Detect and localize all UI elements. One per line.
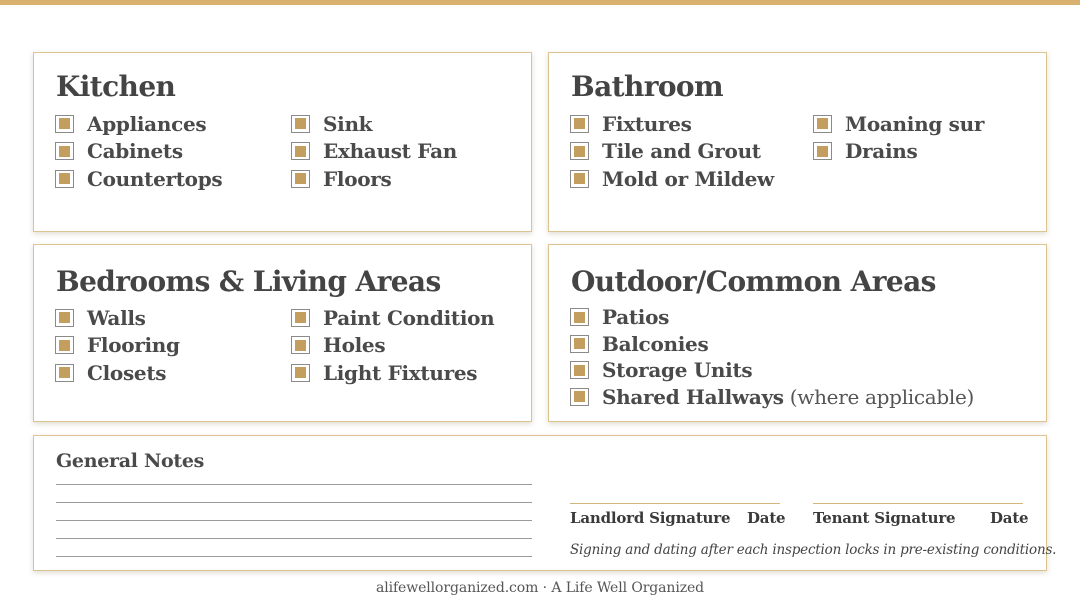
item-label: Exhaust Fan — [323, 139, 457, 164]
checkbox[interactable] — [570, 388, 589, 406]
bedrooms-column-1 — [55, 304, 180, 387]
checklist-item[interactable] — [570, 331, 974, 358]
tenant-date-label: Date — [990, 509, 1029, 527]
kitchen-column-1 — [55, 110, 222, 193]
checkbox[interactable] — [55, 115, 74, 133]
checklist-item[interactable] — [291, 359, 494, 387]
kitchen-column-2 — [291, 110, 457, 193]
checklist-item[interactable] — [291, 110, 457, 138]
item-label: Holes — [323, 333, 386, 358]
bathroom-column-2 — [813, 110, 984, 165]
item-label: Closets — [87, 360, 167, 385]
checklist-item[interactable] — [55, 332, 180, 360]
checklist-item[interactable] — [55, 110, 222, 138]
bathroom-card — [548, 52, 1047, 232]
checkbox[interactable] — [55, 309, 74, 327]
checklist-item[interactable] — [570, 384, 974, 411]
checkbox[interactable] — [55, 170, 74, 188]
item-label: Patios — [602, 305, 670, 330]
landlord-signature-line[interactable] — [570, 503, 780, 504]
checklist-item[interactable] — [55, 359, 180, 387]
bedrooms-card — [33, 244, 532, 422]
landlord-date-label: Date — [747, 509, 786, 527]
checkbox[interactable] — [55, 364, 74, 382]
note-line[interactable] — [56, 556, 532, 557]
checkbox[interactable] — [291, 115, 310, 133]
item-label: Moaning sur — [845, 111, 985, 136]
checkbox[interactable] — [291, 309, 310, 327]
item-label: Balconies — [602, 331, 709, 356]
item-label: Floors — [323, 166, 392, 191]
item-label: Paint Condition — [323, 305, 495, 330]
item-label: Flooring — [87, 333, 180, 358]
item-label: Sink — [323, 111, 373, 136]
top-accent-bar — [0, 0, 1080, 5]
checklist-item[interactable] — [813, 138, 984, 166]
checkbox[interactable] — [570, 115, 589, 133]
bedrooms-column-2 — [291, 304, 494, 387]
checkbox[interactable] — [291, 336, 310, 354]
item-label: Drains — [845, 139, 918, 164]
checkbox[interactable] — [55, 336, 74, 354]
outdoor-card — [548, 244, 1047, 422]
kitchen-title: Kitchen — [56, 70, 176, 103]
checkbox[interactable] — [570, 335, 589, 353]
kitchen-card — [33, 52, 532, 232]
checklist-item[interactable] — [55, 138, 222, 166]
item-label: Shared Hallways — [602, 384, 784, 409]
item-label: Light Fixtures — [323, 360, 478, 385]
checklist-item[interactable] — [570, 138, 774, 166]
checklist-item[interactable] — [55, 165, 222, 193]
tenant-signature-line[interactable] — [813, 503, 1023, 504]
checklist-item[interactable] — [291, 304, 494, 332]
checkbox[interactable] — [291, 364, 310, 382]
item-label: Appliances — [87, 111, 207, 136]
item-label: Cabinets — [87, 139, 183, 164]
checklist-item[interactable] — [291, 332, 494, 360]
checklist-item[interactable] — [291, 165, 457, 193]
checklist-item[interactable] — [570, 165, 774, 193]
checkbox[interactable] — [813, 115, 832, 133]
item-note: (where applicable) — [789, 384, 975, 409]
checkbox[interactable] — [570, 142, 589, 160]
outdoor-column — [570, 304, 974, 410]
item-label: Fixtures — [602, 111, 692, 136]
outdoor-title: Outdoor/Common Areas — [571, 265, 936, 298]
tenant-signature-label: Tenant Signature — [813, 509, 956, 527]
footer-text: alifewellorganized.com · A Life Well Organized — [375, 580, 705, 596]
note-line[interactable] — [56, 538, 532, 539]
checkbox[interactable] — [291, 170, 310, 188]
note-line[interactable] — [56, 520, 532, 521]
checklist-item[interactable] — [55, 304, 180, 332]
bedrooms-title: Bedrooms & Living Areas — [56, 265, 441, 298]
checklist-item[interactable] — [570, 357, 974, 384]
checkbox[interactable] — [291, 142, 310, 160]
checkbox[interactable] — [570, 170, 589, 188]
checklist-item[interactable] — [291, 138, 457, 166]
item-label: Storage Units — [602, 358, 753, 383]
item-label: Walls — [87, 305, 146, 330]
checkbox[interactable] — [813, 142, 832, 160]
bathroom-title: Bathroom — [571, 70, 724, 103]
item-label: Tile and Grout — [602, 139, 761, 164]
note-line[interactable] — [56, 502, 532, 503]
item-label: Countertops — [87, 166, 223, 191]
checklist-item[interactable] — [813, 110, 984, 138]
checklist-item[interactable] — [570, 110, 774, 138]
checklist-item[interactable] — [570, 304, 974, 331]
signing-note: Signing and dating after each inspection locks in pre-existing conditions. — [570, 542, 1057, 558]
checkbox[interactable] — [570, 361, 589, 379]
note-line[interactable] — [56, 484, 532, 485]
general-notes-title: General Notes — [56, 450, 205, 472]
general-notes-card — [33, 435, 1057, 571]
bathroom-column-1 — [570, 110, 774, 193]
item-label: Mold or Mildew — [602, 166, 774, 191]
landlord-signature-label: Landlord Signature — [570, 509, 731, 527]
checkbox[interactable] — [55, 142, 74, 160]
checkbox[interactable] — [570, 308, 589, 326]
